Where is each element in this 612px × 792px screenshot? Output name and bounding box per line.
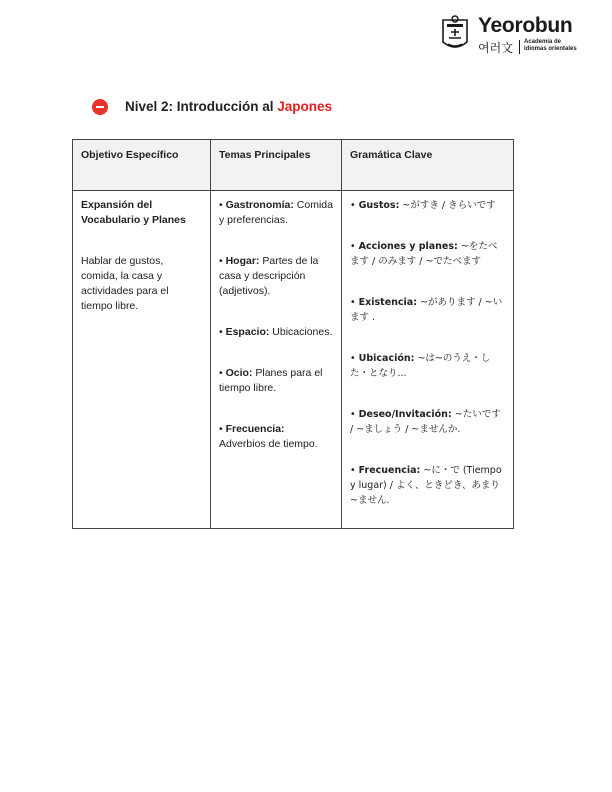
- list-item: • Frecuencia: ~に・で (Tiempo y lugar) / よく、ときどき、あまり~ません.: [350, 465, 502, 506]
- list-item: • Gastronomía: Comida y preferencias.: [219, 199, 333, 226]
- title-accent-word: Japones: [277, 99, 333, 114]
- list-item: • Deseo/Invitación: ~たいです / ~ましょう / ~ませんか.: [350, 409, 501, 435]
- header-topics: Temas Principales: [211, 140, 342, 191]
- list-item: • Frecuencia: Adverbios de tiempo.: [219, 423, 318, 450]
- brand-logo: [440, 14, 600, 60]
- curriculum-table: [72, 139, 514, 529]
- brand-tagline-line2: idiomas orientales: [524, 46, 577, 52]
- brand-tagline-line1: Academia de: [524, 39, 562, 45]
- topic-label: Ocio:: [225, 367, 253, 379]
- topic-text: Ubicaciones.: [272, 326, 333, 338]
- brand-tagline: [524, 39, 577, 53]
- page-title: [125, 99, 332, 114]
- grammar-label: Existencia:: [358, 297, 417, 308]
- list-item: • Ocio: Planes para el tiempo libre.: [219, 367, 323, 394]
- grammar-text: ~に・で (Tiempo y lugar) / よく、ときどき、あまり~ません.: [350, 465, 502, 506]
- table-row: [73, 191, 514, 529]
- grammar-text: ~は~のうえ・した・となり...: [350, 353, 491, 379]
- grammar-text: ~をたべます / のみます / ~でたべます: [350, 241, 498, 267]
- topic-label: Gastronomía:: [225, 199, 294, 211]
- grammar-text: ~があります / ~います .: [350, 297, 503, 323]
- objective-description: Hablar de gustos, comida, la casa y actividades para el tiempo libre.: [81, 255, 169, 312]
- grammar-text: ~たいです / ~ましょう / ~ませんか.: [350, 409, 501, 435]
- grammar-label: Gustos:: [358, 200, 400, 211]
- topic-label: Espacio:: [225, 326, 270, 338]
- topic-text: Adverbios de tiempo.: [219, 438, 318, 450]
- grammar-label: Frecuencia:: [358, 465, 421, 476]
- header-objective: Objetivo Específico: [73, 140, 211, 191]
- brand-divider: [519, 40, 520, 54]
- list-item: • Acciones y planes: ~をたべます / のみます / ~でたべます: [350, 241, 498, 267]
- list-item: • Ubicación: ~は~のうえ・した・となり...: [350, 353, 491, 379]
- table-header-row: [73, 140, 514, 191]
- topic-text: Comida y preferencias.: [219, 199, 333, 226]
- topic-label: Hogar:: [225, 255, 260, 267]
- objective-title: Expansión del Vocabulario y Planes: [81, 199, 186, 226]
- grammar-label: Ubicación:: [358, 353, 415, 364]
- topic-label: Frecuencia:: [225, 423, 285, 435]
- topics-cell: [211, 191, 342, 529]
- academy-emblem-icon: [440, 14, 470, 54]
- list-item: • Gustos: ~がすき / きらいです: [350, 200, 496, 211]
- topic-text: Planes para el tiempo libre.: [219, 367, 323, 394]
- objective-cell: [73, 191, 211, 529]
- title-prefix: Nivel 2: Introducción al: [125, 99, 278, 114]
- grammar-text: ~がすき / きらいです: [402, 200, 496, 211]
- topic-text: Partes de la casa y descripción (adjetivos).: [219, 255, 319, 297]
- grammar-label: Acciones y planes:: [358, 241, 458, 252]
- brand-name: Yeorobun: [478, 14, 573, 37]
- list-item: • Existencia: ~があります / ~います .: [350, 297, 503, 323]
- header-grammar: Gramática Clave: [342, 140, 514, 191]
- grammar-cell: [342, 191, 514, 529]
- red-circle-icon: [92, 99, 108, 115]
- list-item: • Espacio: Ubicaciones.: [219, 326, 333, 338]
- brand-korean-name: 여러文: [478, 41, 514, 55]
- grammar-label: Deseo/Invitación:: [358, 409, 452, 420]
- list-item: • Hogar: Partes de la casa y descripción (adjetivos).: [219, 255, 319, 297]
